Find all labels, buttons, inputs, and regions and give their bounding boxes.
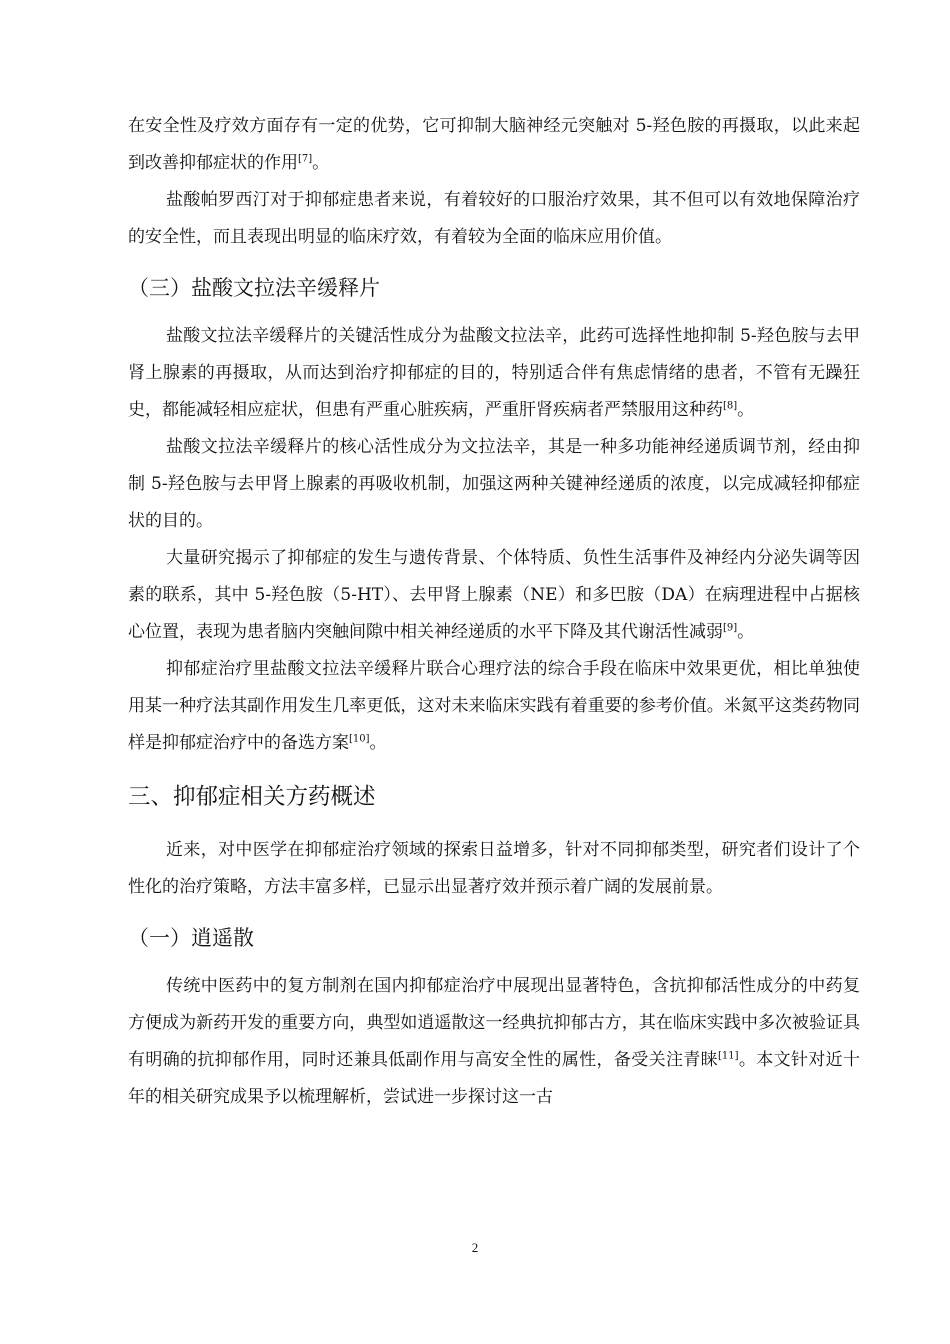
paragraph	[128, 651, 860, 762]
paragraph-text: 。	[312, 153, 330, 173]
paragraph-text: 。	[737, 622, 755, 642]
citation: [11]	[718, 1050, 739, 1062]
citation: [8]	[723, 400, 738, 412]
paragraph-text: 。	[369, 733, 387, 753]
paragraph-text: 传统中医药中的复方制剂在国内抑郁症治疗中展现出显著特色，含抗抑郁活性成分的中药复方便成为新药开发的重要方向，典型如逍遥散这一经典抗抑郁古方，其在临床实践中多次被验证具有明确的抗抑郁作用，同时还兼具低副作用与高安全性的属性，备受关注青睐	[128, 976, 860, 1070]
document-body	[128, 108, 860, 1116]
paragraph-text: 。本文针对近十年的相关研究成果予以梳理解析，尝试进一步探讨这一古	[128, 1050, 861, 1107]
paragraph-text: 盐酸文拉法辛缓释片的核心活性成分为文拉法辛，其是一种多功能神经递质调节剂，经由抑制 5-羟色胺与去甲肾上腺素的再吸收机制，加强这两种关键神经递质的浓度，以完成减轻抑郁症状的目的。	[128, 437, 860, 531]
paragraph-text: 近来，对中医学在抑郁症治疗领域的探索日益增多，针对不同抑郁类型，研究者们设计了个性化的治疗策略，方法丰富多样，已显示出显著疗效并预示着广阔的发展前景。	[128, 840, 860, 897]
paragraph-text: 抑郁症治疗里盐酸文拉法辛缓释片联合心理疗法的综合手段在临床中效果更优，相比单独使用某一种疗法其副作用发生几率更低，这对未来临床实践有着重要的参考价值。米氮平这类药物同样是抑郁症治疗中的备选方案	[128, 659, 860, 753]
page-number: 2	[471, 1240, 479, 1255]
paragraph	[128, 540, 860, 651]
paragraph	[128, 429, 860, 540]
citation: [9]	[723, 622, 738, 634]
subsection-heading: （三）盐酸文拉法辛缓释片	[128, 276, 380, 300]
paragraph-text: 盐酸文拉法辛缓释片的关键活性成分为盐酸文拉法辛，此药可选择性地抑制 5-羟色胺与去甲肾上腺素的再摄取，从而达到治疗抑郁症的目的，特别适合伴有焦虑情绪的患者，不管有无躁狂史，都能减轻相应症状，但患有严重心脏疾病，严重肝肾疾病者严禁服用这种药	[128, 326, 860, 420]
paragraph	[128, 968, 860, 1116]
citation: [10]	[349, 733, 370, 745]
paragraph	[128, 108, 860, 182]
paragraph-text: 在安全性及疗效方面存有一定的优势，它可抑制大脑神经元突触对 5-羟色胺的再摄取，以此来起到改善抑郁症状的作用	[128, 116, 860, 173]
citation: [7]	[298, 153, 313, 165]
paragraph	[128, 318, 860, 429]
paragraph-text: 。	[737, 400, 755, 420]
subsection-heading: （一）逍遥散	[128, 926, 254, 950]
paragraph-text: 大量研究揭示了抑郁症的发生与遗传背景、个体特质、负性生活事件及神经内分泌失调等因素的联系，其中 5-羟色胺（5-HT）、去甲肾上腺素（NE）和多巴胺（DA）在病理进程中占据核心位置，表现为患者脑内突触间隙中相关神经递质的水平下降及其代谢活性减弱	[128, 548, 860, 642]
paragraph	[128, 182, 860, 256]
section-heading: 三、抑郁症相关方药概述	[128, 784, 376, 810]
paragraph-text: 盐酸帕罗西汀对于抑郁症患者来说，有着较好的口服治疗效果，其不但可以有效地保障治疗的安全性，而且表现出明显的临床疗效，有着较为全面的临床应用价值。	[128, 190, 860, 247]
paragraph	[128, 832, 860, 906]
